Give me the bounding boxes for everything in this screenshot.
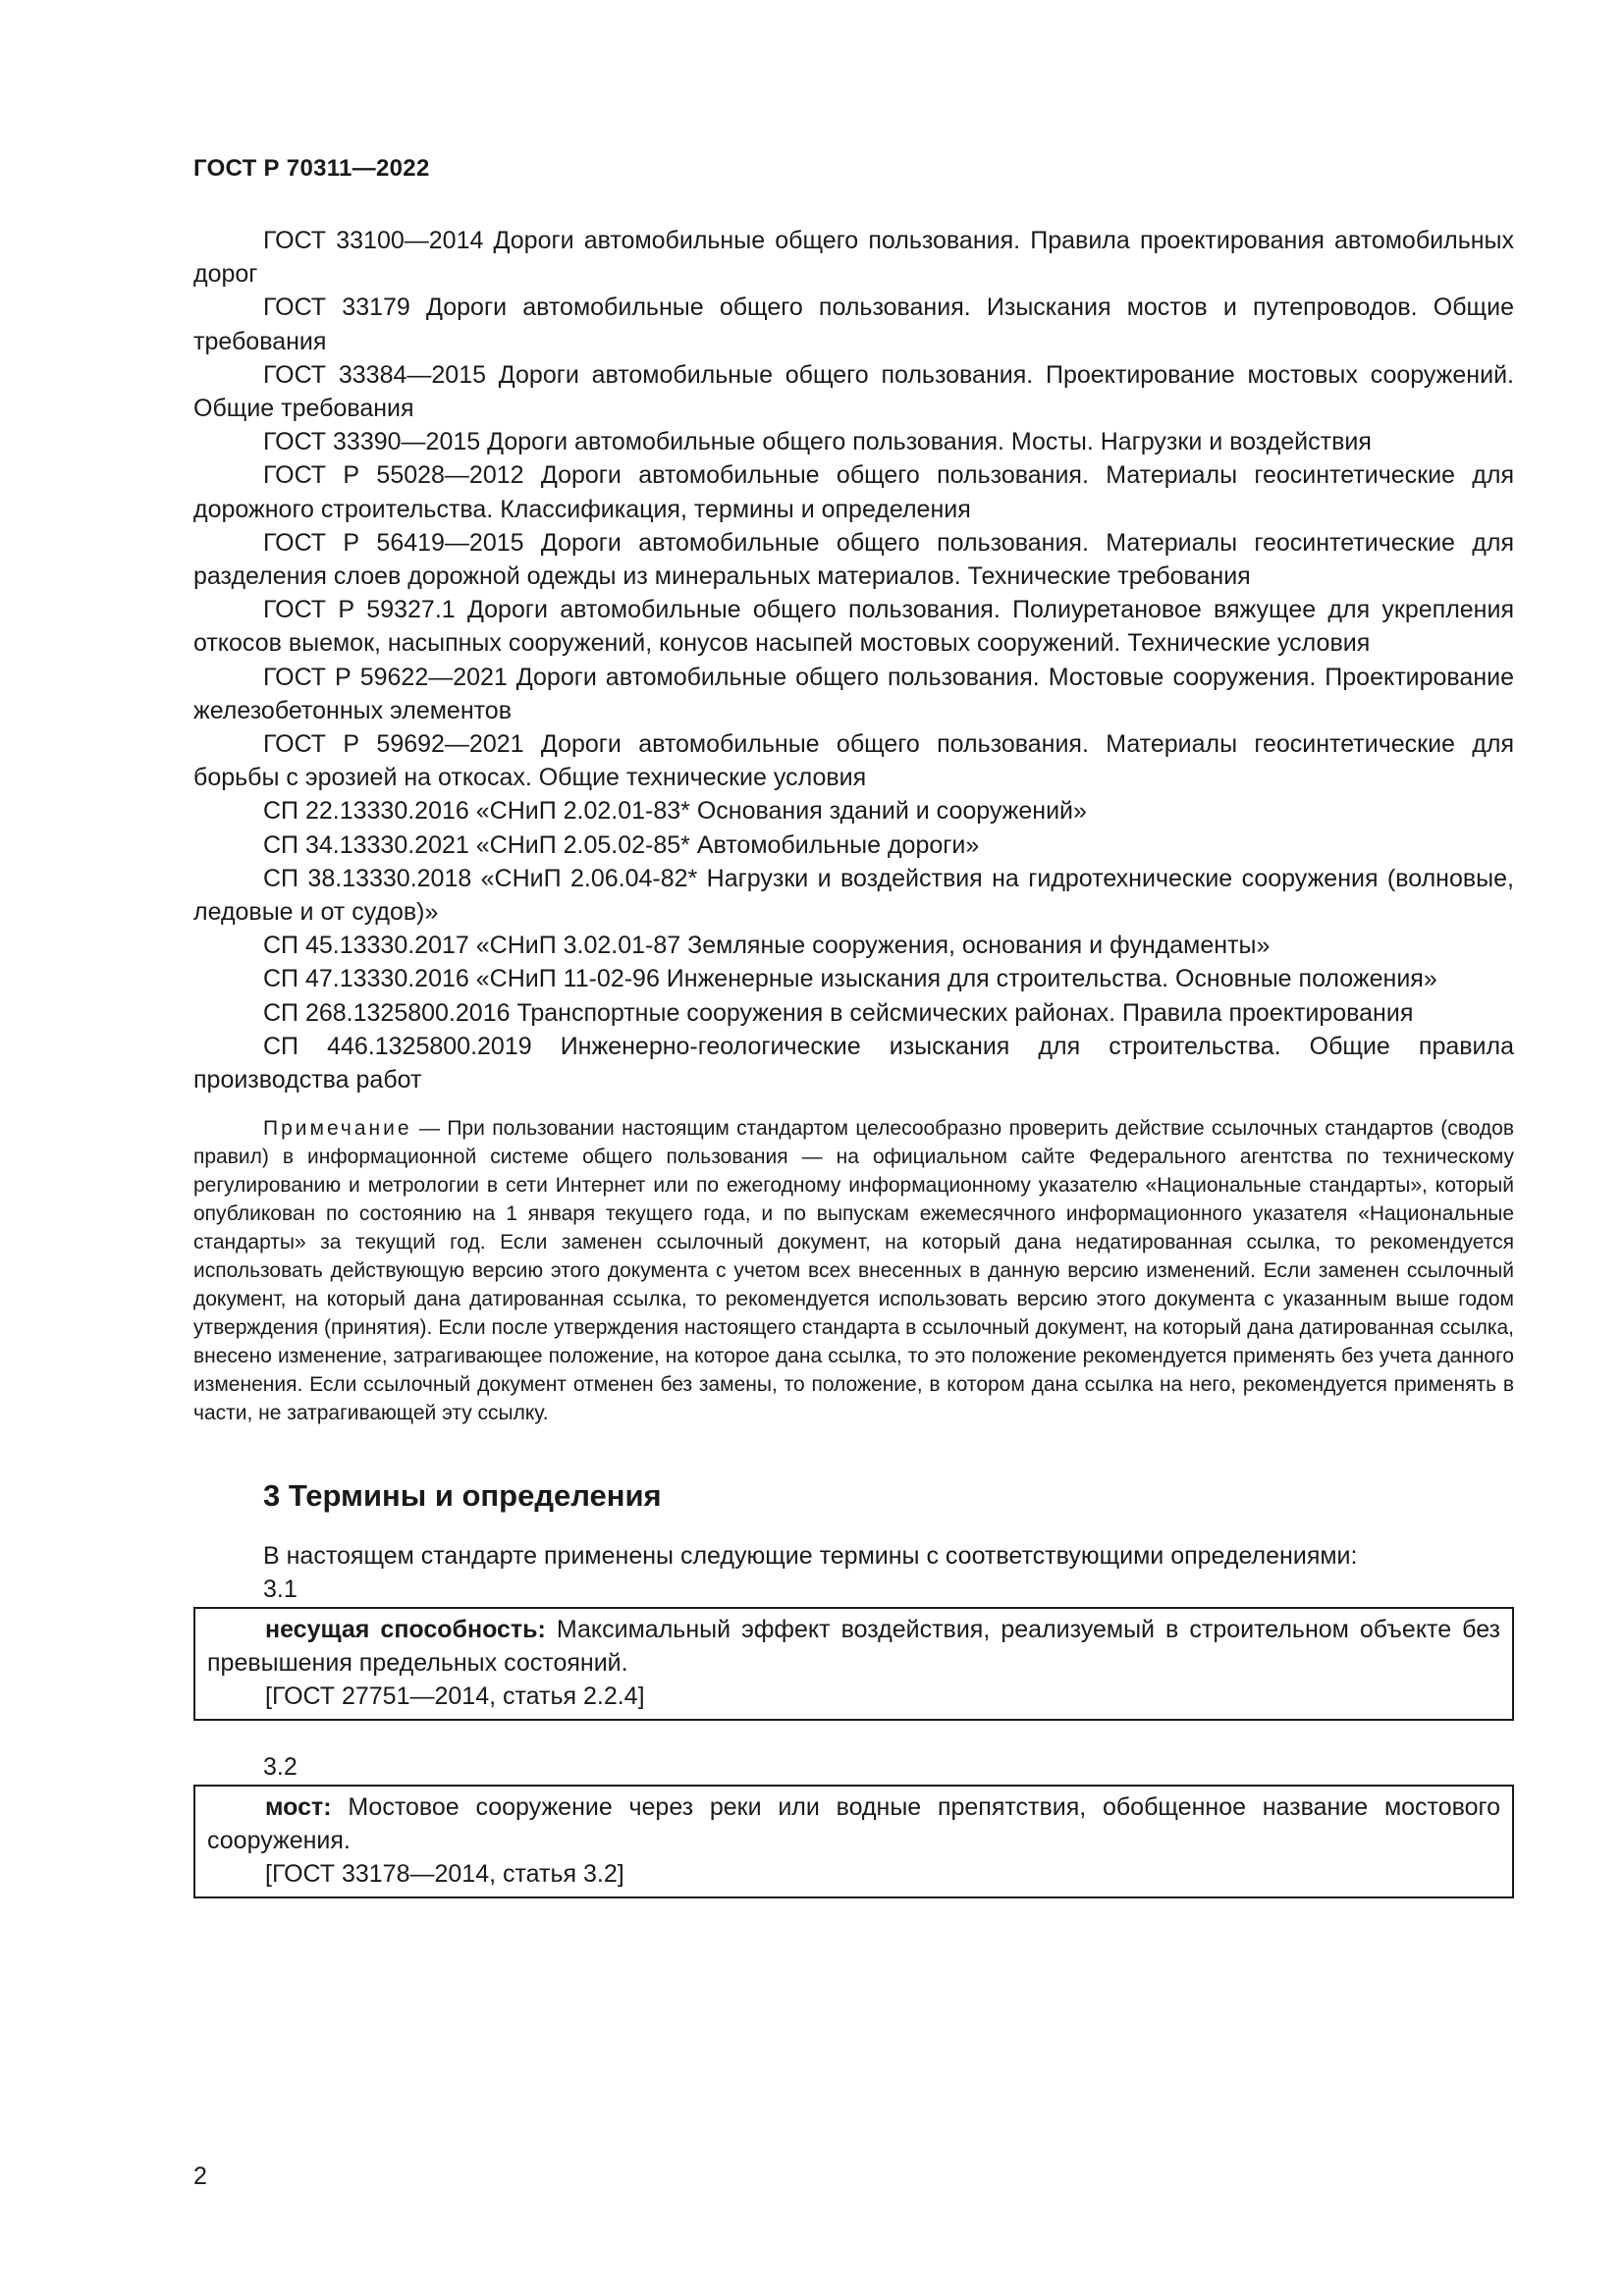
reference-item: СП 34.13330.2021 «СНиП 2.05.02-85* Автомобильные дороги» xyxy=(263,830,980,859)
reference-item: ГОСТ 33390—2015 Дороги автомобильные общего пользования. Мосты. Нагрузки и воздействия xyxy=(263,428,1372,456)
term-name: несущая способность: xyxy=(265,1616,546,1644)
term-definition-text: Мостовое сооружение через реки или водные препятствия, обобщенное название мостового сооружения. xyxy=(207,1793,1500,1855)
reference-item: СП 47.13330.2016 «СНиП 11-02-96 Инженерные изыскания для строительства. Основные положения» xyxy=(263,965,1437,993)
reference-item: СП 22.13330.2016 «СНиП 2.02.01-83* Основания зданий и сооружений» xyxy=(263,797,1087,826)
reference-item: ГОСТ 33384—2015 Дороги автомобильные общего пользования. Проектирование мостовых сооружений. Общие требования xyxy=(193,360,1514,423)
reference-item: ГОСТ Р 59692—2021 Дороги автомобильные общего пользования. Материалы геосинтетические для борьбы с эрозией на откосах. Общие технические условия xyxy=(193,730,1514,792)
reference-item: СП 268.1325800.2016 Транспортные сооружения в сейсмических районах. Правила проектирования xyxy=(263,998,1414,1027)
term-definition xyxy=(207,1613,1500,1680)
reference-item: ГОСТ Р 56419—2015 Дороги автомобильные общего пользования. Материалы геосинтетические для разделения слоев дорожной одежды из минеральных материалов. Технические требования xyxy=(193,528,1514,591)
references-list xyxy=(193,224,1514,1096)
term-definition xyxy=(207,1790,1500,1857)
reference-item: СП 446.1325800.2019 Инженерно-геологические изыскания для строительства. Общие правила производства работ xyxy=(193,1032,1514,1095)
term-definition-box xyxy=(193,1785,1514,1898)
reference-item: ГОСТ 33179 Дороги автомобильные общего пользования. Изыскания мостов и путепроводов. Общие требования xyxy=(193,294,1514,355)
term-name: мост: xyxy=(265,1793,332,1822)
reference-item: ГОСТ Р 59622—2021 Дороги автомобильные общего пользования. Мостовые сооружения. Проектирование железобетонных элементов xyxy=(193,663,1514,724)
term-source: [ГОСТ 33178—2014, статья 3.2] xyxy=(265,1860,624,1889)
page-number: 2 xyxy=(193,2163,207,2190)
note-paragraph xyxy=(193,1114,1514,1427)
reference-item: ГОСТ Р 55028—2012 Дороги автомобильные общего пользования. Материалы геосинтетические для дорожного строительства. Классификация, термины и определения xyxy=(193,461,1514,523)
term-definition-box xyxy=(193,1607,1514,1721)
section-intro: В настоящем стандарте применены следующие термины с соответствующими определениями: xyxy=(263,1542,1358,1571)
note-label: Примечание xyxy=(263,1117,412,1141)
reference-item: СП 38.13330.2018 «СНиП 2.06.04-82* Нагрузки и воздействия на гидротехнические сооружения (волновые, ледовые и от судов)» xyxy=(193,864,1514,927)
term-definition-text: Максимальный эффект воздействия, реализуемый в строительном объекте без превышения предельных состояний. xyxy=(207,1616,1501,1678)
term-number: 3.2 xyxy=(263,1753,298,1782)
section-title: 3 Термины и определения xyxy=(263,1478,662,1514)
reference-item: ГОСТ 33100—2014 Дороги автомобильные общего пользования. Правила проектирования автомобильных дорог xyxy=(193,227,1514,289)
term-source: [ГОСТ 27751—2014, статья 2.2.4] xyxy=(265,1682,645,1711)
document-header: ГОСТ Р 70311—2022 xyxy=(193,155,430,182)
reference-item: СП 45.13330.2017 «СНиП 3.02.01-87 Земляные сооружения, основания и фундаменты» xyxy=(263,932,1271,960)
reference-item: ГОСТ Р 59327.1 Дороги автомобильные общего пользования. Полиуретановое вяжущее для укрепления откосов выемок, насыпных сооружений, конусов насыпей мостовых сооружений. Технические условия xyxy=(193,596,1514,658)
page-content xyxy=(193,224,1514,1898)
spacer xyxy=(193,1721,1514,1750)
note-text: — При пользовании настоящим стандартом целесообразно проверить действие ссылочных стандартов (сводов правил) в информационной системе общего пользования — на официальном сайте Федерального агентства по техническому регулированию и метрологии в сети Интернет или по ежегодному информационному указателю «Национальные стандарты», который опубликован по состоянию на 1 января текущего года, и по выпускам ежемесячного информационного указателя «Национальные стандарты» за текущий год. Если заменен ссылочный документ, на который дана недатированная ссылка, то рекомендуется использовать действующую версию этого документа с учетом всех внесенных в данную версию изменений. Если заменен ссылочный документ, на который дана датированная ссылка, то рекомендуется использовать версию этого документа с указанным выше годом утверждения (принятия). Если после утверждения настоящего стандарта в ссылочный документ, на который дана датированная ссылка, внесено изменение, затрагивающее положение, на которое дана ссылка, то это положение рекомендуется применять без учета данного изменения. Если ссылочный документ отменен без замены, то положение, в котором дана ссылка на него, рекомендуется применять в части, не затрагивающей эту ссылку. xyxy=(193,1117,1514,1425)
term-number: 3.1 xyxy=(263,1575,298,1604)
